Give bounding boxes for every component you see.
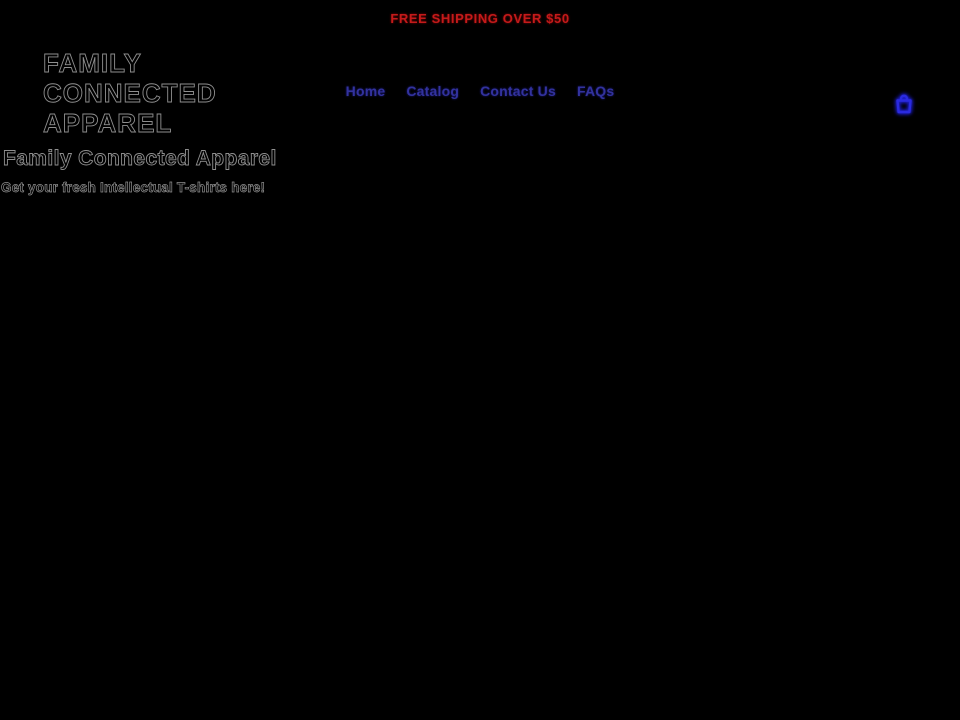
logo-line-3: APPAREL — [43, 108, 173, 138]
nav-link-catalog[interactable]: Catalog — [406, 83, 460, 99]
page-title: Family Connected Apparel — [3, 147, 277, 170]
nav-link-contact-us[interactable]: Contact Us — [480, 83, 556, 99]
announcement-text: FREE SHIPPING OVER $50 — [390, 10, 570, 26]
cart-button[interactable] — [891, 92, 917, 118]
logo-line-1: FAMILY — [43, 48, 142, 78]
site-header — [0, 36, 960, 146]
nav-link-home[interactable]: Home — [345, 83, 386, 99]
announcement-bar — [0, 0, 960, 36]
logo-line-2: CONNECTED — [43, 78, 217, 108]
logo-link[interactable] — [43, 48, 217, 138]
page-tagline: Get your fresh Intellectual T-shirts here! — [1, 180, 266, 195]
nav-link-faqs[interactable]: FAQs — [576, 83, 615, 99]
shopping-bag-icon — [892, 104, 916, 119]
main-nav — [346, 83, 615, 99]
